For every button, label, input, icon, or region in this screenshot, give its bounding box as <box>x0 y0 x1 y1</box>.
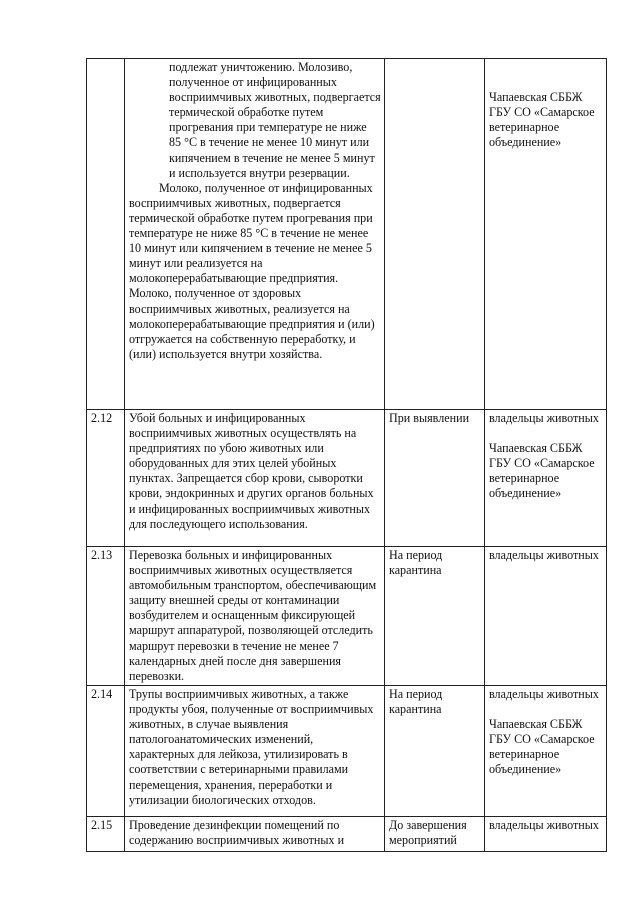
measures-table <box>86 58 607 852</box>
measure-text <box>125 59 385 410</box>
term-cell <box>385 59 485 410</box>
table-row-2-15 <box>87 817 607 852</box>
table-row-2-13 <box>87 547 607 686</box>
measure-text <box>125 410 385 547</box>
page-margin <box>0 0 86 913</box>
row-number <box>87 59 125 410</box>
table-row-2-14 <box>87 686 607 817</box>
row-number: 2.12 <box>87 410 125 547</box>
measure-paragraph: Трупы восприимчивых животных, а также продукты убоя, полученные от восприимчивых животных, в случае выявления патологоанатомических изменений, характерных для лейкоза, утилизировать в соответствии с ветеринарными правилами перемещения, хранения, переработки и утилизации биологических отходов. <box>129 687 374 807</box>
table-row-continuation <box>87 59 607 410</box>
table-row-2-12 <box>87 410 607 547</box>
measure-paragraph: Молоко, полученное от инфицированных восприимчивых животных, подвергается термической обработке путем прогревания при температуре не ниже 85 °С в течение не менее 10 минут или кипячением в течение не менее 5 минут или реализуется на молокоперерабатывающие предприятия. Молоко, полученное от здоровых восприимчивых животных, реализуется на молокоперерабатывающие предприятия и (или) отгружается на собственную переработку, и (или) используется внутри хозяйства. <box>129 180 375 361</box>
row-number: 2.15 <box>87 817 125 852</box>
responsible-org: Чапаевская СББЖ ГБУ СО «Самарское ветеринарное объединение» <box>489 441 595 501</box>
measure-paragraph: Перевозка больных и инфицированных восприимчивых животных осуществляется автомобильным транспортом, обеспечивающим защиту внешней среды от контаминации возбудителем и оснащенным фиксирующей маршрут аппаратурой, позволяющей отследить маршрут перевозки в течение не менее 7 календарных дней после дня завершения перевозки. <box>129 548 377 683</box>
responsible-org: Чапаевская СББЖ ГБУ СО «Самарское ветеринарное объединение» <box>489 717 595 777</box>
term-cell: До завершения мероприятий <box>385 817 485 852</box>
responsible-cell <box>485 59 607 410</box>
measure-text <box>125 686 385 817</box>
measure-text <box>125 547 385 686</box>
term-cell: На период карантина <box>385 686 485 817</box>
responsible-owners: владельцы животных <box>489 411 599 425</box>
row-number: 2.14 <box>87 686 125 817</box>
measure-paragraph: подлежат уничтожению. Молозиво, полученное от инфицированных восприимчивых животных, подвергается термической обработке путем прогревания при температуре не ниже 85 °С в течение не менее 10 минут или кипячением в течение не менее 5 минут и используется внутри резервации. <box>169 60 381 180</box>
term-cell: На период карантина <box>385 547 485 686</box>
responsible-owners: владельцы животных <box>489 818 599 832</box>
term-cell: При выявлении <box>385 410 485 547</box>
responsible-org: Чапаевская СББЖ ГБУ СО «Самарское ветеринарное объединение» <box>489 90 595 150</box>
responsible-owners: владельцы животных <box>489 548 599 562</box>
measure-paragraph: Проведение дезинфекции помещений по содержанию восприимчивых животных и <box>129 818 345 848</box>
row-number: 2.13 <box>87 547 125 686</box>
responsible-cell <box>485 410 607 547</box>
measure-text <box>125 817 385 852</box>
responsible-cell <box>485 547 607 686</box>
measure-paragraph: Убой больных и инфицированных восприимчивых животных осуществлять на предприятиях по убою животных или оборудованных для этих целей убойных пунктах. Запрещается сбор крови, сыворотки крови, эндокринных и других органов больных и инфицированных восприимчивых животных для последующего использования. <box>129 411 374 531</box>
responsible-owners: владельцы животных <box>489 687 599 701</box>
responsible-cell <box>485 686 607 817</box>
responsible-cell <box>485 817 607 852</box>
